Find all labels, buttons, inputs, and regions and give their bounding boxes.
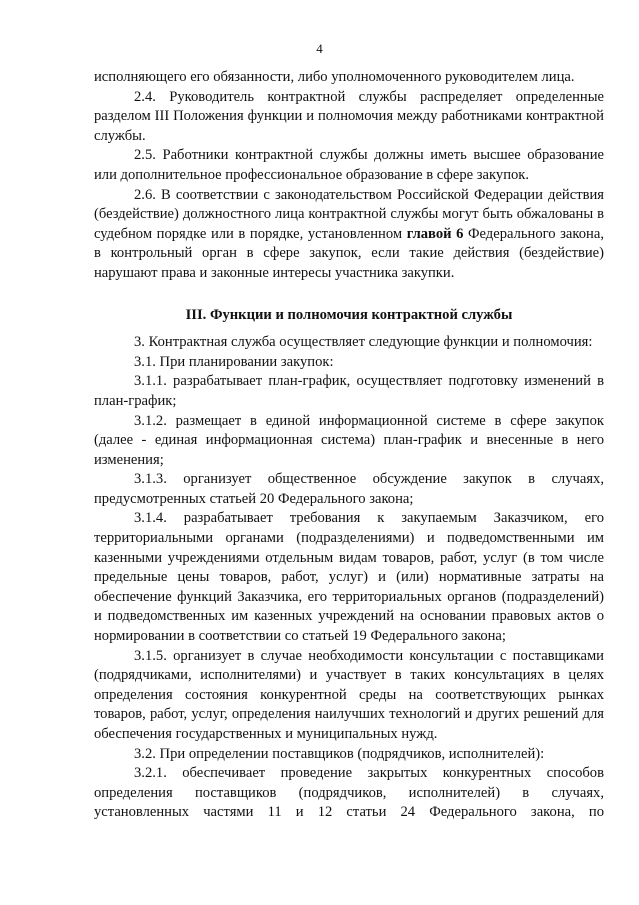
paragraph-2-6 (94, 186, 604, 284)
paragraph-2-5: 2.5. Работники контрактной службы должны иметь высшее образование или дополнительное профессиональное образование в сфере закупок. (94, 147, 604, 183)
page-number: 4 (316, 41, 323, 56)
section-heading: III. Функции и полномочия контрактной службы (185, 306, 513, 323)
paragraph-2-6-bold-reference: главой 6 (406, 225, 464, 242)
paragraph-2-4: 2.4. Руководитель контрактной службы распределяет определенные разделом III Положения функции и полномочия между работниками контрактной службы. (94, 88, 604, 144)
paragraph-3-2: 3.2. При определении поставщиков (подрядчиков, исполнителей): (134, 745, 545, 762)
paragraph-2-6-text-after: Федерального закона, в контрольный орган в сфере закупок, если такие действия (бездействие) нарушают права и законные интересы участника закупки. (94, 225, 604, 281)
paragraph-3: 3. Контрактная служба осуществляет следующие функции и полномочия: (134, 334, 593, 351)
paragraph-3-1: 3.1. При планировании закупок: (134, 353, 334, 370)
paragraph-3-2-1: 3.2.1. обеспечивает проведение закрытых конкурентных способов определения поставщиков (подрядчиков, исполнителей) в случаях, установленных частями 11 и 12 статьи 24 Федерального закона, по (94, 765, 604, 821)
paragraph-continuation: исполняющего его обязанности, либо уполномоченного руководителем лица. (94, 69, 575, 85)
paragraph-3-1-4: 3.1.4. разрабатывает требования к закупаемым Заказчиком, его территориальными органами (подразделениями) и подведомственными им казенными учреждениями отдельным видам товаров, работ, услуг (в том числе предельные цены товаров, работ, услуг) и (или) нормативные затраты на обеспечение функций Заказчика, его территориальных органов (подразделений) и подведомственных им казенных учреждений на основании правовых актов о нормировании в соответствии со статьей 19 Федерального закона; (94, 510, 604, 645)
paragraph-3-1-3: 3.1.3. организует общественное обсуждение закупок в случаях, предусмотренных статьей 20 Федерального закона; (94, 471, 604, 507)
document-body (94, 68, 604, 823)
paragraph-3-1-1: 3.1.1. разрабатывает план-график, осуществляет подготовку изменений в план-график; (94, 373, 604, 409)
paragraph-2-6-text-before: 2.6. В соответствии с законодательством Российской Федерации действия (бездействие) должностного лица контрактной службы могут быть обжалованы в судебном порядке или в порядке, установленном (94, 186, 604, 242)
paragraph-3-1-5: 3.1.5. организует в случае необходимости консультации с поставщиками (подрядчиками, исполнителями) и участвует в таких консультациях в целях определения состояния конкурентной среды на соответствующих рынках товаров, работ, услуг, определения наилучших технологий и других решений для обеспечения государственных и муниципальных нужд. (94, 647, 604, 742)
paragraph-3-1-2: 3.1.2. размещает в единой информационной системе в сфере закупок (далее - единая информационная система) план-график и внесенные в него изменения; (94, 412, 604, 468)
